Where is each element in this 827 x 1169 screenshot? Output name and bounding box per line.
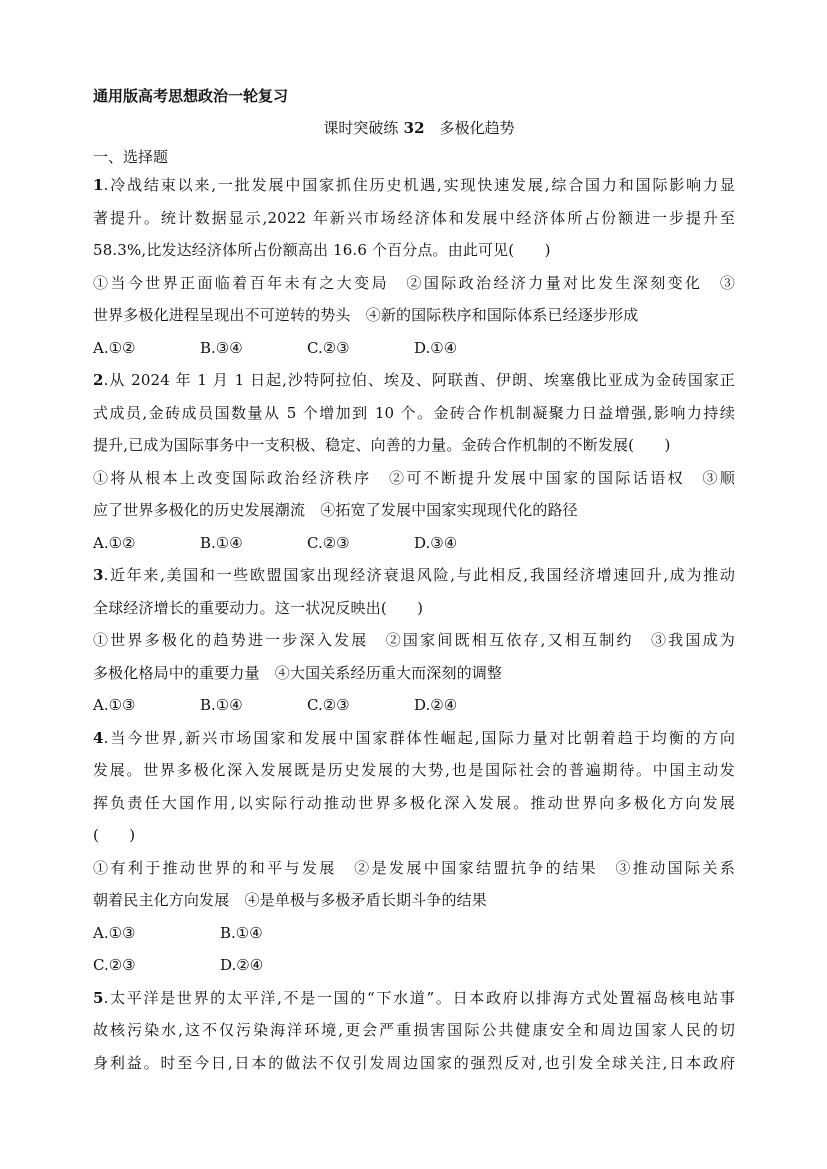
question-line: ( ) [93, 826, 136, 844]
options-row [93, 689, 735, 722]
option-b[interactable]: B.①④ [200, 696, 243, 714]
options-row [93, 949, 735, 982]
document-header: 通用版高考思想政治一轮复习 [93, 87, 289, 105]
option-d[interactable]: D.①④ [414, 338, 458, 357]
question-4 [93, 722, 735, 982]
question-1 [93, 169, 735, 364]
question-line: 58.3%,比发达经济体所占份额高出 16.6 个百分点。由此可见( ) [93, 241, 551, 259]
question-line: 4.当今世界,新兴市场国家和发展中国家群体性崛起,国际力量对比朝着趋于均衡的方向 [93, 728, 735, 747]
question-line: 多极化格局中的重要力量 ④大国关系经历重大而深刻的调整 [93, 663, 503, 682]
question-line: 提升,已成为国际事务中一支积极、稳定、向善的力量。金砖合作机制的不断发展( ) [93, 436, 671, 454]
question-line: 身利益。时至今日,日本的做法不仅引发周边国家的强烈反对,也引发全球关注,日本政府 [93, 1053, 735, 1072]
question-5 [93, 982, 735, 1080]
question-line: 世界多极化进程呈现出不可逆转的势头 ④新的国际秩序和国际体系已经逐步形成 [93, 306, 639, 324]
question-number: 2 [93, 371, 104, 389]
question-line: 发展。世界多极化深入发展既是历史发展的大势,也是国际社会的普遍期待。中国主动发 [93, 761, 735, 779]
document-title [93, 118, 735, 138]
options-row [93, 917, 735, 950]
question-line: 3.近年来,美国和一些欧盟国家出现经济衰退风险,与此相反,我国经济增速回升,成为推动 [93, 566, 735, 584]
question-line: 全球经济增长的重要动力。这一状况反映出( ) [93, 598, 424, 617]
option-a[interactable]: A.①② [93, 533, 136, 552]
option-b[interactable]: B.①④ [220, 923, 263, 942]
option-b[interactable]: B.③④ [200, 338, 243, 357]
options-row [93, 527, 735, 560]
question-line: 挥负责任大国作用,以实际行动推动世界多极化深入发展。推动世界向多极化方向发展 [93, 793, 735, 812]
question-line: 故核污染水,这不仅污染海洋环境,更会严重损害国际公共健康安全和周边国家人民的切 [93, 1021, 735, 1039]
question-line: 1.冷战结束以来,一批发展中国家抓住历史机遇,实现快速发展,综合国力和国际影响力显 [93, 176, 735, 194]
options-row [93, 332, 735, 365]
question-number: 5 [93, 988, 104, 1007]
question-3 [93, 559, 735, 722]
option-c[interactable]: C.②③ [93, 956, 136, 974]
option-a[interactable]: A.①③ [93, 923, 136, 942]
option-d[interactable]: D.③④ [414, 533, 458, 552]
question-line: 5.太平洋是世界的太平洋,不是一国的“下水道”。日本政府以排海方式处置福岛核电站事 [93, 988, 735, 1007]
question-number: 4 [93, 728, 104, 747]
option-c[interactable]: C.②③ [307, 696, 350, 714]
option-a[interactable]: A.①③ [93, 696, 136, 714]
question-line: 式成员,金砖成员国数量从 5 个增加到 10 个。金砖合作机制凝聚力日益增强,影响力持续 [93, 403, 735, 422]
question-number: 1 [93, 176, 104, 194]
document-page [93, 86, 735, 1079]
question-number: 3 [93, 566, 104, 584]
question-line: ①有利于推动世界的和平与发展 ②是发展中国家结盟抗争的结果 ③推动国际关系 [93, 858, 735, 877]
question-line: ①世界多极化的趋势进一步深入发展 ②国家间既相互依存,又相互制约 ③我国成为 [93, 631, 735, 649]
question-line: ①当今世界正面临着百年未有之大变局 ②国际政治经济力量对比发生深刻变化 ③ [93, 273, 735, 292]
option-d[interactable]: D.②④ [220, 956, 264, 974]
section-heading: 一、选择题 [93, 148, 169, 166]
question-line: 应了世界多极化的历史发展潮流 ④拓宽了发展中国家实现现代化的路径 [93, 501, 578, 519]
option-d[interactable]: D.②④ [414, 696, 458, 714]
option-c[interactable]: C.②③ [307, 338, 350, 357]
title-topic: 多极化趋势 [439, 119, 515, 137]
question-2 [93, 364, 735, 559]
title-prefix: 课时突破练 [323, 119, 399, 137]
option-b[interactable]: B.①④ [200, 533, 243, 552]
question-line: 朝着民主化方向发展 ④是单极与多极矛盾长期斗争的结果 [93, 891, 487, 909]
option-c[interactable]: C.②③ [307, 533, 350, 552]
question-line: 2.从 2024 年 1 月 1 日起,沙特阿拉伯、埃及、阿联酋、伊朗、埃塞俄比亚成为金砖国家正 [93, 371, 735, 389]
question-line: 著提升。统计数据显示,2022 年新兴市场经济体和发展中经济体所占份额进一步提升至 [93, 208, 735, 227]
question-line: ①将从根本上改变国际政治经济秩序 ②可不断提升发展中国家的国际话语权 ③顺 [93, 468, 735, 487]
title-number: 32 [403, 119, 425, 137]
option-a[interactable]: A.①② [93, 338, 136, 357]
